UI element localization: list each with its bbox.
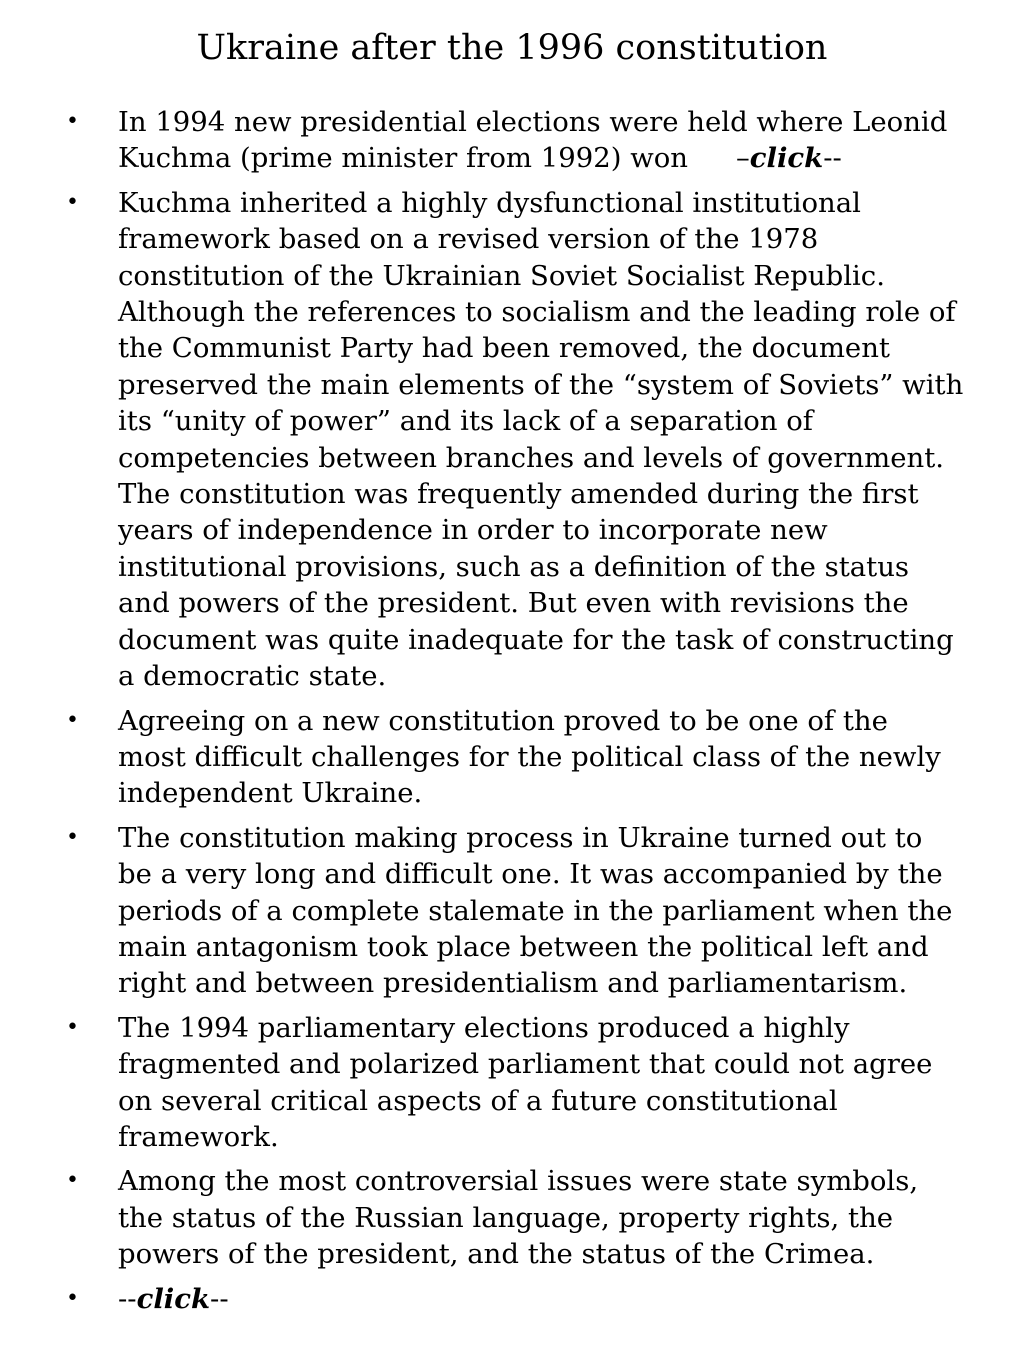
bullet-icon: • — [66, 1168, 79, 1194]
bullet-text: Among the most controversial issues were state symbols, the status of the Russian language, property rights, the powers of the president, and the status of the Crimea. — [118, 1165, 919, 1271]
bullet-icon: • — [66, 1014, 79, 1040]
slide-title: Ukraine after the 1996 constitution — [196, 28, 828, 68]
bullet-item — [0, 1010, 1024, 1156]
click-prefix: – — [736, 142, 750, 175]
bullet-item — [0, 1281, 1024, 1317]
bullet-item — [0, 104, 1024, 177]
bullet-text: Agreeing on a new constitution proved to be one of the most difficult challenges for the political class of the newly independent Ukraine. — [118, 704, 941, 810]
bullet-text: The constitution making process in Ukraine turned out to be a very long and difficult one. It was accompanied by the periods of a complete stalemate in the parliament when the main antagonism took place between the political left and right and between presidentialism and parliamentarism. — [118, 821, 953, 1000]
click-link[interactable]: click — [749, 142, 824, 175]
bullet-item — [0, 1163, 1024, 1272]
click-suffix: -- — [210, 1282, 229, 1315]
click-prefix: -- — [118, 1282, 137, 1315]
bullet-item — [0, 185, 1024, 695]
click-suffix: -- — [823, 142, 842, 175]
bullet-icon: • — [66, 824, 79, 850]
bullet-list — [0, 104, 1024, 1325]
bullet-icon: • — [66, 189, 79, 215]
bullet-icon: • — [66, 1285, 79, 1311]
bullet-item — [0, 820, 1024, 1002]
bullet-item — [0, 703, 1024, 812]
bullet-text: In 1994 new presidential elections were held where Leonid Kuchma (prime minister from 1992) won — [118, 106, 948, 175]
bullet-icon: • — [66, 707, 79, 733]
click-link[interactable]: click — [136, 1282, 211, 1315]
bullet-text: The 1994 parliamentary elections produced a highly fragmented and polarized parliament that could not agree on several critical aspects of a future constitutional framework. — [118, 1011, 933, 1153]
bullet-text: Kuchma inherited a highly dysfunctional institutional framework based on a revised version of the 1978 constitution of the Ukrainian Soviet Socialist Republic. Although the references to socialism and the leading role of the Communist Party had been removed, the document preserved the main elements of the “system of Soviets” with its “unity of power” and its lack of a separation of competencies between branches and levels of government. The constitution was frequently amended during the first years of independence in order to incorporate new institutional provisions, such as a definition of the status and powers of the president. But even with revisions the document was quite inadequate for the task of constructing a democratic state. — [118, 186, 964, 693]
bullet-icon: • — [66, 109, 79, 134]
